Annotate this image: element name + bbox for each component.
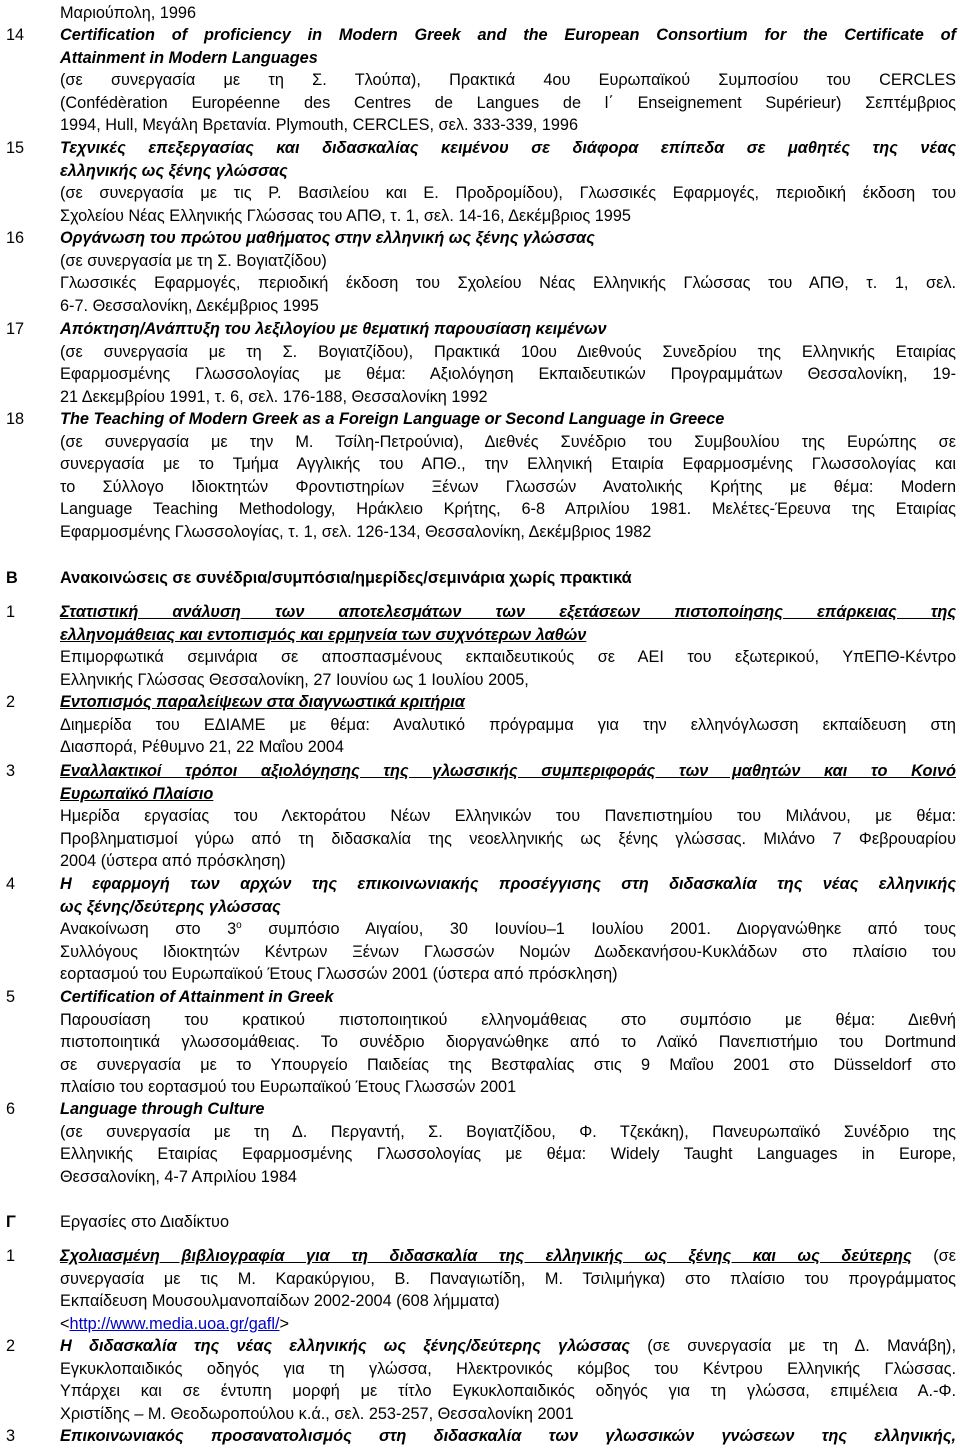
- item-title: The Teaching of Modern Greek as a Foreign Language or Second Language in Greece: [60, 410, 725, 428]
- item-title: Ευρωπαϊκό Πλαίσιο: [60, 784, 214, 803]
- item-title: ως ξένης/δεύτερης γλώσσας: [60, 897, 281, 916]
- item-title: Certification of Attainment in Greek: [60, 988, 334, 1006]
- item-title: Οργάνωση του πρώτου μαθήματος στην ελληνική ως ξένης γλώσσας: [60, 229, 595, 247]
- item-title: Επικοινωνιακός προσανατολισμός στη διδασκαλία των γλωσσικών γνώσεων της ελληνικής,: [60, 1427, 956, 1445]
- item-number: 18: [6, 410, 25, 428]
- item-title: Στατιστική ανάλυση των αποτελεσμάτων των εξετάσεων πιστοποίησης επάρκειας της: [60, 603, 956, 621]
- item-title: Εναλλακτικοί τρόποι αξιολόγησης της γλωσσικής συμπεριφοράς των μαθητών και το Κοινό: [60, 762, 956, 780]
- media-uoa-link[interactable]: http://www.media.uoa.gr/gafl/: [69, 1314, 280, 1333]
- item-number: 15: [6, 139, 25, 157]
- item-number: 17: [6, 320, 25, 338]
- item-number: 16: [6, 229, 25, 247]
- item-number: 4: [6, 875, 16, 893]
- document-page: Μαριούπολη, 1996 14 Certification of proficiency in Modern Greek and the European Consortium for the Certificate of Attainment in Modern Languages (σε συνεργασία με τη Σ. Τλούπα), Πρακτικά 4ου Ευρωπαϊκού Συμποσίου του CERCLES (Confédèration Européenne des Centres de Langues de l΄ Enseignement Supérieur) Σεπτέμβριος 1994, Hull, Μεγάλη Βρετανία. Plymouth, CERCLES, σελ. 333-339, 1996 15 Τεχνικές επεξεργασίας και διδασκαλίας κειμένου σε διάφορα επίπεδα σε μαθητές της νέας ελληνικής ως ξένης γλώσσας (σε συνεργασία με τις Ρ. Βασιλείου και Ε. Προδρομίδου), Γλωσσικές Εφαρμογές, περιοδική έκδοση του Σχολείου Νέας Ελληνικής Γλώσσας του ΑΠΘ, τ. 1, σελ. 14-16, Δεκέμβριος 1995 16 Οργάνωση του πρώτου μαθήματος στην ελληνική ως ξένης γλώσσας (σε συνεργασία με τη Σ. Βογιατζίδου) Γλωσσικές Εφαρμογές, περιοδική έκδοση του Σχολείου Νέας Ελληνικής Γλώσσας του ΑΠΘ, τ. 1, σελ. 6-7. Θεσσαλονίκη, Δεκέμβριος 1995 17 Απόκτηση/Ανάπτυξη του λεξιλογίου με θεματική παρουσίαση κειμένων (σε συνεργασία με τη Σ. Βογιατζίδου), Πρακτικά 10ου Διεθνούς Συνεδρίου της Ελληνικής Εταιρίας Εφαρμοσμένης Γλωσσολογίας με θέμα: Αξιολόγηση Εκπαιδευτικών Προγραμμάτων Θεσσαλονίκη, 19- 21 Δεκεμβρίου 1991, τ. 6, σελ. 176-188, Θεσσαλονίκη 1992 18 The Teaching of Modern Greek as a Foreign Language or Second Language in Greece (σε συνεργασία με την Μ. Τσίλη-Πετρούνια), Διεθνές Συνέδριο του Συμβουλίου της Ευρώπης σε συνεργασία με το Τμήμα Αγγλικής του ΑΠΘ., την Ελληνική Εταιρία Εφαρμοσμένης Γλωσσολογίας και το Σύλλογο Ιδιοκτητών Φροντιστηρίων Ξένων Γλωσσών Ανατολικής Κρήτης με θέμα: Modern Language Teaching Methodology, Ηράκλειο Κρήτης, 6-8 Απριλίου 1981. Μελέτες-Έρευνα της Εταιρίας Εφαρμοσμένης Γλωσσολογίας, τ. 1, σελ. 126-134, Θεσσαλονίκη, Δεκέμβριος 1982 Β Ανακοινώσεις σε συνέδρια/συμπόσια/ημερίδες/σεμινάρια χωρίς πρακτικά 1 Στατιστική ανάλυση των αποτελεσμάτων των εξετάσεων πιστοποίησης επάρκειας της ελληνομάθειας και εντοπισμός και ερμηνεία των συχνότερων λαθών Επιμορφωτικά σεμινάρια σε αποσπασμένους εκπαιδευτικούς σε ΑΕΙ του εξωτερικού, ΥπΕΠΘ-Κέντρο Ελληνικής Γλώσσας Θεσσαλονίκη, 27 Ιουνίου ως 1 Ιουλίου 2005, 2 Εντοπισμός παραλείψεων στα διαγνωστικά κριτήρια Διημερίδα του ΕΔΙΑΜΕ με θέμα: Αναλυτικό πρόγραμμα για την ελληνόγλωσση εκπαίδευση στη Διασπορά, Ρέθυμνο 21, 22 Μαΐου 2004 3 Εναλλακτικοί τρόποι αξιολόγησης της γλωσσικής συμπεριφοράς των μαθητών και το Κοινό Ευρωπαϊκό Πλαίσιο Ημερίδα εργασίας του Λεκτοράτου Νέων Ελληνικών του Πανεπιστημίου του Μιλάνου, με θέμα: Προβληματισμοί γύρω από τη διδασκαλία της νεοελληνικής ως ξένης γλώσσας. Μιλάνο 7 Φεβρουαρίου 2004 (ύστερα από πρόσκληση) 4 Η εφαρμογή των αρχών της επικοινωνιακής προσέγγισης στη διδασκαλία της νέας ελληνικής ως ξένης/δεύτερης γλώσσας Ανακοίνωση στο $3^o$ συμπόσιο Αιγαίου, 30 Ιουνίου–1 Ιουλίου 2001. Διοργανώθηκε από τους Συλλόγους Ιδιοκτητών Κέντρων Ξένων Γλωσσών Νομών Δωδεκανήσου-Κυκλάδων στο πλαίσιο του εορτασμού του Ευρωπαϊκού Έτους Γλωσσών 2001 (ύστερα από πρόσκληση) 5 Certification of Attainment in Greek Παρουσίαση του κρατικού πιστοποιητικού ελληνομάθειας στο συμπόσιο με θέμα: Διεθνή πιστοποιητικά γλωσσομάθειας. Το συνέδριο διοργανώθηκε από το Λαϊκό Πανεπιστήμιο του Dortmund σε συνεργασία με το Υπουργείο Παιδείας της Βεστφαλίας στις 9 Μαΐου 2001 στο Düsseldorf στο πλαίσιο του εορτασμού του Ευρωπαϊκού Έτους Γλωσσών 2001 6 Language through Culture (σε συνεργασία με τη Δ. Περγαντή, Σ. Βογιατζίδου, Φ. Τζεκάκη), Πανευρωπαϊκό Συνέδριο της Ελληνικής Εταιρίας Εφαρμοσμένης Γλωσσολογίας με θέμα: Widely Taught Languages in Europe, Θεσσαλονίκη, 4-7 Απριλίου 1984 Γ Εργασίες στο Διαδίκτυο 1 Σχολιασμένη βιβλιογραφία για τη διδασκαλία της ελληνικής ως ξένης και ως δεύτερης (σε συνεργασία με τις Μ. Καρακύργιου, Β. Παναγιωτίδη, Μ. Τσιλιμήγκα) στο πλαίσιο του προγράμματος Εκπαίδευση Μουσουλμανοπαίδων 2002-2004 (608 λήμματα) <http://www.media.uoa.gr/gafl/> 2 Η διδασκαλία της νέας ελληνικής ως ξένης/δεύτερης γλώσσας (σε συνεργασία με τη Δ. Μανάβη), Εγκυκλοπαιδικός οδηγός για τη γλώσσα, Ηλεκτρονικός κόμβος του Κέντρου Ελληνικής Γλώσσας. Υπάρχει και σε έντυπη μορφή με τίτλο Εγκυκλοπαιδικός οδηγός για τη γλώσσα, επιμέλεια Α.-Φ. Χριστίδης – Μ. Θεοδωροπούλου κ.ά., σελ. 253-257, Θεσσαλονίκη 2001 3 Επικοινωνιακός προσανατολισμός στη διδασκαλία των γλωσσικών γνώσεων της ελληνικής,: [0, 0, 960, 1448]
- item-number: 2: [6, 1337, 16, 1355]
- item-number: 6: [6, 1100, 16, 1118]
- item-title: ελληνομάθειας και εντοπισμός και ερμηνεία των συχνότερων λαθών: [60, 625, 587, 644]
- item-title: Εντοπισμός παραλείψεων στα διαγνωστικά κριτήρια: [60, 693, 465, 711]
- item-number: 5: [6, 988, 16, 1006]
- item-title: ελληνικής ως ξένης γλώσσας: [60, 161, 288, 180]
- item-number: 14: [6, 26, 25, 44]
- item-number: 3: [6, 1427, 16, 1445]
- item-number: 2: [6, 693, 16, 711]
- item-title: Language through Culture: [60, 1100, 265, 1118]
- item-number: 1: [6, 1247, 16, 1265]
- item-title: Σχολιασμένη βιβλιογραφία για τη διδασκαλία της ελληνικής ως ξένης και ως δεύτερης: [60, 1247, 912, 1265]
- item-title: Certification of proficiency in Modern Greek and the European Consortium for the Certificate of: [60, 26, 956, 44]
- item-title: Η διδασκαλία της νέας ελληνικής ως ξένης/δεύτερης γλώσσας: [60, 1337, 630, 1355]
- item-title: Η εφαρμογή των αρχών της επικοινωνιακής προσέγγισης στη διδασκαλία της νέας ελληνικής: [60, 875, 956, 893]
- item-title: Attainment in Modern Languages: [60, 48, 318, 67]
- item-number: 1: [6, 603, 16, 621]
- item-number: 3: [6, 762, 16, 780]
- item-title: Τεχνικές επεξεργασίας και διδασκαλίας κειμένου σε διάφορα επίπεδα σε μαθητές της νέας: [60, 139, 956, 157]
- item-title: Απόκτηση/Ανάπτυξη του λεξιλογίου με θεματική παρουσίαση κειμένων: [60, 320, 607, 338]
